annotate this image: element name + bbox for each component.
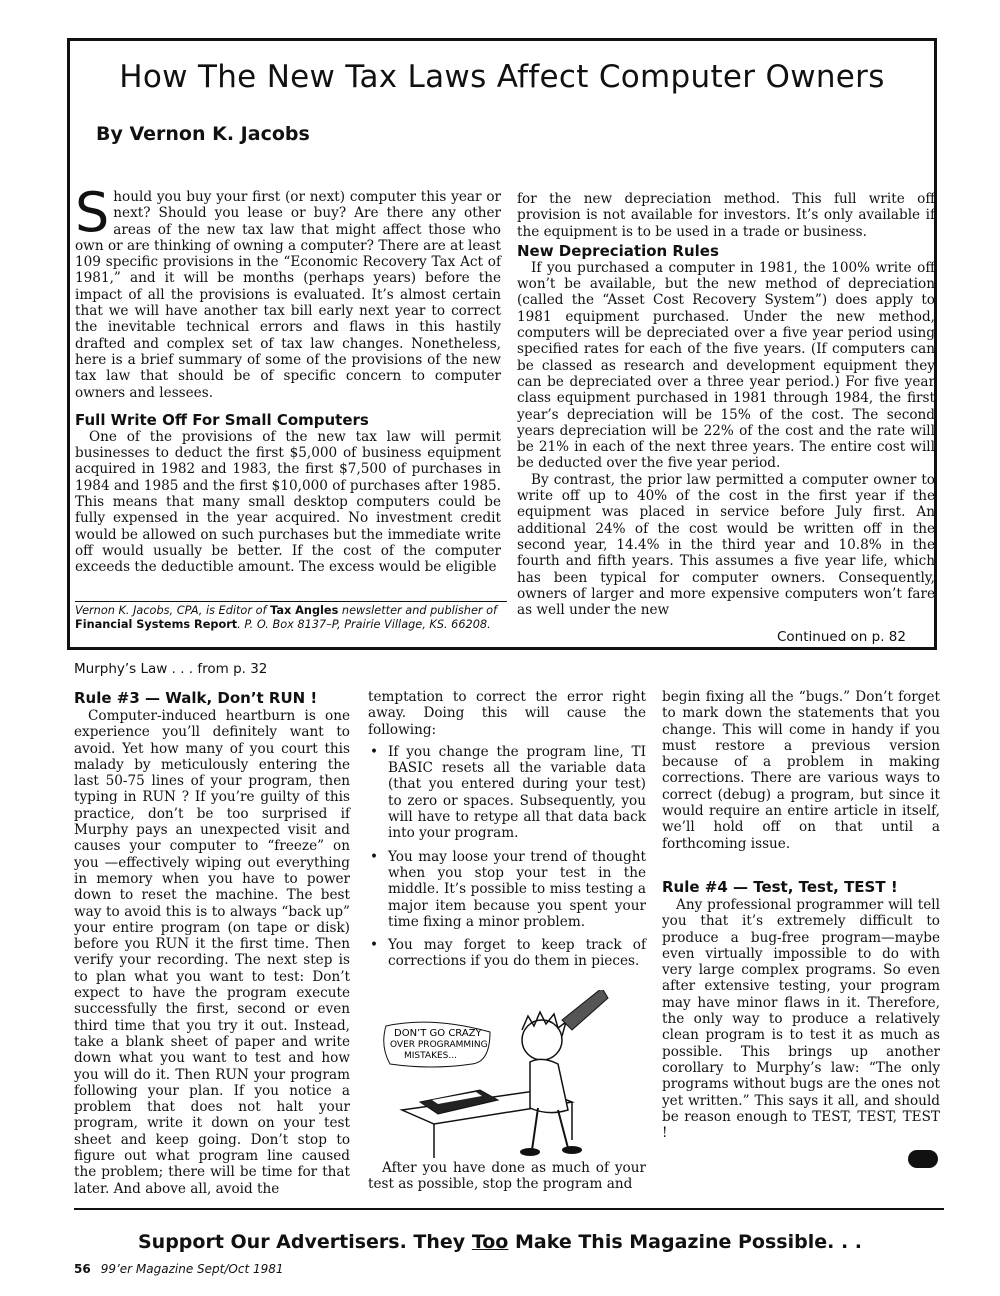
- intro-text: hould you buy your first (or next) computer this year or next? Should you lease or buy? Are there any other areas of the new tax law that might affect those who own or are thinking of owning a computer? There are at least 109 specific provisions in the “Economic Recovery Tax Act of 1981,” and it will be months (perhaps years) before the impact of all the provisions is evaluated. It’s almost certain that we will have another tax bill early next year to correct the inevitable technical errors and flaws in this hastily drafted and complex set of tax law changes. Nonetheless, here is a brief summary of some of the provisions of the new tax law that should be of specific concern to computer owners and lessees.: [75, 189, 501, 401]
- rule3-paragraph: Computer-induced heartburn is one experience you’ll definitely want to avoid. Yet how many of you court this malady by meticulously entering the last 50-75 lines of your program, then typing in RUN ? If you’re guilty of this practice, don’t be too surprised if Murphy pays an unexpected visit and causes your computer to “freeze” on you —effectively wiping out everything in memory when you have to power down to reset the machine. The best way to avoid this is to always “back up” your entire program (on tape or disk) before you RUN it the first time. Then verify your recording. The next step is to plan what you want to test: Don’t expect to have the program execute successfully the first, second or even third time that you try it out. Instead, take a blank sheet of paper and write down what you want to test and how you will do it. Then RUN your program following your plan. If you notice a problem that does not halt your program, write it down on your test sheet and keep going. Don’t stop to figure out what program line caused the problem; there will be time for that later. And above all, avoid the: [74, 708, 350, 1197]
- article-title: How The New Tax Laws Affect Computer Owners: [119, 59, 885, 95]
- end-mark-icon: [908, 1150, 938, 1168]
- article-box: [67, 38, 937, 650]
- continued-note: Continued on p. 82: [776, 629, 906, 645]
- support-text: Support Our Advertisers. They: [137, 1231, 472, 1253]
- magazine-name: 99’er Magazine: [100, 1262, 194, 1276]
- rule4-heading: Rule #4 — Test, Test, TEST !: [662, 877, 898, 896]
- murphy-column-2: [368, 689, 646, 977]
- col2-intro-paragraph: temptation to correct the error right away. Doing this will cause the following:: [368, 689, 646, 738]
- drop-cap: S: [75, 181, 110, 244]
- section-heading-full-write-off: Full Write Off For Small Computers: [75, 410, 369, 429]
- bullet-item: • You may loose your trend of thought when you stop your test in the middle. It’s possible to miss testing a major item because you spent your time fixing a minor problem.: [388, 849, 646, 930]
- article-column-2: [517, 191, 935, 618]
- intro-paragraph: [75, 181, 501, 401]
- author-note: [75, 601, 507, 631]
- author-note-text-2: newsletter and publisher of: [338, 604, 498, 617]
- article-column-1: [75, 181, 501, 576]
- cartoon-illustration: [372, 990, 652, 1160]
- article-byline: By Vernon K. Jacobs: [96, 123, 310, 145]
- bullet-item: • You may forget to keep track of corrections if you do them in pieces.: [388, 937, 646, 970]
- angry-programmer-icon: [522, 1020, 562, 1060]
- footer-divider: [74, 1208, 944, 1210]
- cartoon-caption-line-3: MISTAKES...: [404, 1051, 457, 1061]
- section2-paragraph-1: If you purchased a computer in 1981, the 100% write off won’t be available, but the new method of depreciation (called the “Asset Cost Recovery System”) does apply to 1981 equipment purchased. Under the new method, computers will be depreciated over a five year period using specified rates for each of the five years. (If computers can be classed as research and development equipment they can be depreciated over a three year period.) For five year class equipment purchased in 1981 through 1984, the first year’s depreciation will be 15% of the cost. The second years depreciation will be 22% of the cost and the rate will be 21% in each of the next three years. The entire cost will be deducted over the five year period.: [517, 259, 935, 472]
- author-note-text: Vernon K. Jacobs, CPA, is Editor of: [75, 604, 271, 617]
- murphy-header: Murphy’s Law . . . from p. 32: [74, 661, 268, 677]
- col2-bottom-paragraph: After you have done as much of your test as possible, stop the program and: [368, 1160, 646, 1193]
- page-number: 56: [74, 1262, 91, 1276]
- author-note-text-3: . P. O. Box 8137–P, Prairie Village, KS. 66208.: [237, 617, 491, 631]
- author-note-pub-1: Tax Angles: [270, 604, 339, 617]
- cartoon-caption-line-1: DON’T GO CRAZY: [394, 1028, 482, 1039]
- murphy-column-2-bottom: [368, 1160, 646, 1193]
- axe-icon: [562, 990, 608, 1030]
- section-heading-depreciation: New Depreciation Rules: [517, 241, 719, 260]
- support-text-end: Make This Magazine Possible. . .: [508, 1231, 862, 1253]
- bullet-list: [368, 744, 646, 970]
- murphy-column-1: [74, 689, 350, 1197]
- section2-paragraph-2: By contrast, the prior law permitted a computer owner to write off up to 40% of the cost in the first year if the equipment was placed in service before July first. An additional 24% of the cost would be written off in the second year, 14.4% in the third year and 10.8% in the fourth and fifth years. This assumes a five year life, which has been typical for computer owners. Consequently, owners of larger and more expensive computers won’t fare as well under the new: [517, 471, 935, 619]
- murphy-column-3: [662, 689, 940, 1141]
- rule4-paragraph: Any professional programmer will tell you that it’s extremely difficult to produce a bug-free program—maybe even virtually impossible to do with very large complex programs. So even after extensive testing, your program may have minor flaws in it. Therefore, the only way to produce a relatively clean program is to test it as much as possible. This brings up another corollary to Murphy’s law: “The only programs without bugs are the ones not yet written.” This says it all, and should be reason enough to TEST, TEST, TEST !: [662, 896, 940, 1142]
- section1-paragraph: One of the provisions of the new tax law will permit businesses to deduct the first $5,000 of business equipment acquired in 1982 and 1983, the first $7,500 of purchases in 1984 and 1985 and the first $10,000 of purchases after 1985. This means that many small desktop computers could be fully expensed in the year acquired. No investment credit would be allowed on such purchases but the immediate write off would usually be better. If the cost of the computer exceeds the deductible amount. The excess would be eligible: [75, 428, 501, 576]
- cartoon-caption-line-2: OVER PROGRAMMING: [390, 1040, 488, 1050]
- col2-top-paragraph: for the new depreciation method. This full write off provision is not available for investors. It’s only available if the equipment is to be used in a trade or business.: [517, 191, 935, 240]
- author-note-pub-2: Financial Systems Report: [75, 617, 238, 631]
- support-advertisers-banner: [0, 1231, 1000, 1253]
- issue-date: Sept/Oct 1981: [197, 1262, 284, 1276]
- support-emphasis: Too: [471, 1231, 509, 1253]
- bullet-item: • If you change the program line, TI BASIC resets all the variable data (that you entered during your test) to zero or spaces. Subsequently, you will have to retype all that data back into your program.: [388, 744, 646, 842]
- rule3-heading: Rule #3 — Walk, Don’t RUN !: [74, 689, 318, 707]
- col3-top-paragraph: begin fixing all the “bugs.” Don’t forget to mark down the statements that you change. This will come in handy if you must restore a previous version because of a problem in making corrections. There are various ways to correct (debug) a program, but since it would require an entire article in itself, we’ll hold off on that until a forthcoming issue.: [662, 689, 940, 852]
- page-folio: [74, 1262, 284, 1276]
